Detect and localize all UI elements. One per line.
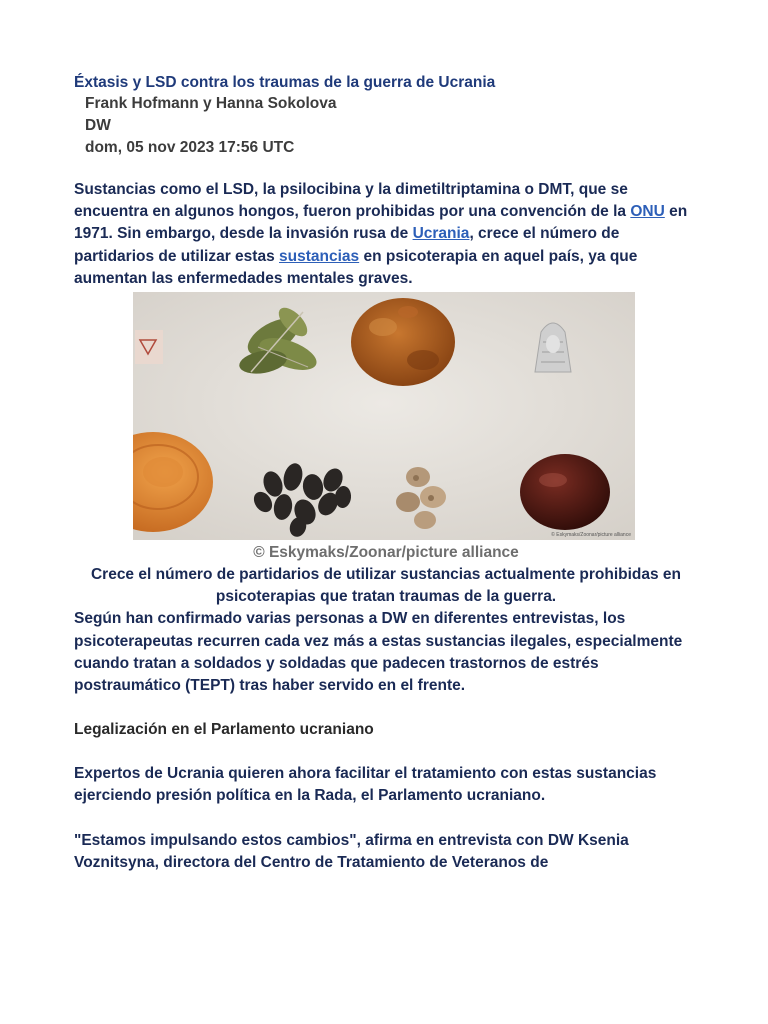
photo-caption: Crece el número de partidarios de utilizar sustancias actualmente prohibidas en psicoterapias que tratan traumas de la guerra. xyxy=(90,566,682,606)
section-heading: Legalización en el Parlamento ucraniano xyxy=(74,721,374,739)
paragraph-2: Según han confirmado varias personas a DW en diferentes entrevistas, los psicoterapeutas recurren cada vez más a estas sustancias ilegales, especialmente cuando tratan a soldados y soldadas que padecen trastornos de estrés postraumático (TEPT) tras haber servido en el frente. xyxy=(74,610,683,695)
paragraph-4: "Estamos impulsando estos cambios", afirma en entrevista con DW Ksenia Voznitsyna, directora del Centro de Tratamiento de Veteranos de xyxy=(74,831,629,871)
paragraph-text: Sustancias como el LSD, la psilocibina y la dimetiltriptamina o DMT, que se encuentra en algunos hongos, fueron prohibidas por una convención de la xyxy=(74,181,631,221)
blotter-paper xyxy=(135,330,163,364)
paragraph-text: en 1971. Sin embargo, desde la invasión rusa de xyxy=(74,203,688,243)
article-authors: Frank Hofmann y Hanna Sokolova xyxy=(85,95,337,112)
article-source: DW xyxy=(85,117,111,134)
link-sustancias[interactable]: sustancias xyxy=(279,247,360,265)
paragraph-intro xyxy=(74,179,698,290)
paragraph-3: Expertos de Ucrania quieren ahora facilitar el tratamiento con estas sustancias ejerciendo presión política en la Rada, el Parlamento ucraniano. xyxy=(74,765,657,805)
link-ucrania[interactable]: Ucrania xyxy=(412,225,470,243)
article xyxy=(74,72,698,874)
resin xyxy=(520,454,610,530)
article-date: dom, 05 nov 2023 17:56 UTC xyxy=(85,139,295,156)
photo-credit: © Eskymaks/Zoonar/picture alliance xyxy=(253,544,519,562)
paragraph-text: en psicoterapia en aquel país, ya que aumentan las enfermedades mentales graves. xyxy=(74,247,638,287)
brown-powder xyxy=(351,298,455,386)
photo-watermark: © Eskymaks/Zoonar/picture alliance xyxy=(551,532,631,539)
link-onu[interactable]: ONU xyxy=(630,203,665,221)
paragraph-text: , crece el número de partidarios de utilizar estas xyxy=(74,225,620,265)
article-photo xyxy=(133,292,635,540)
article-title: Éxtasis y LSD contra los traumas de la guerra de Ucrania xyxy=(74,74,496,91)
substances-photo xyxy=(133,292,635,540)
